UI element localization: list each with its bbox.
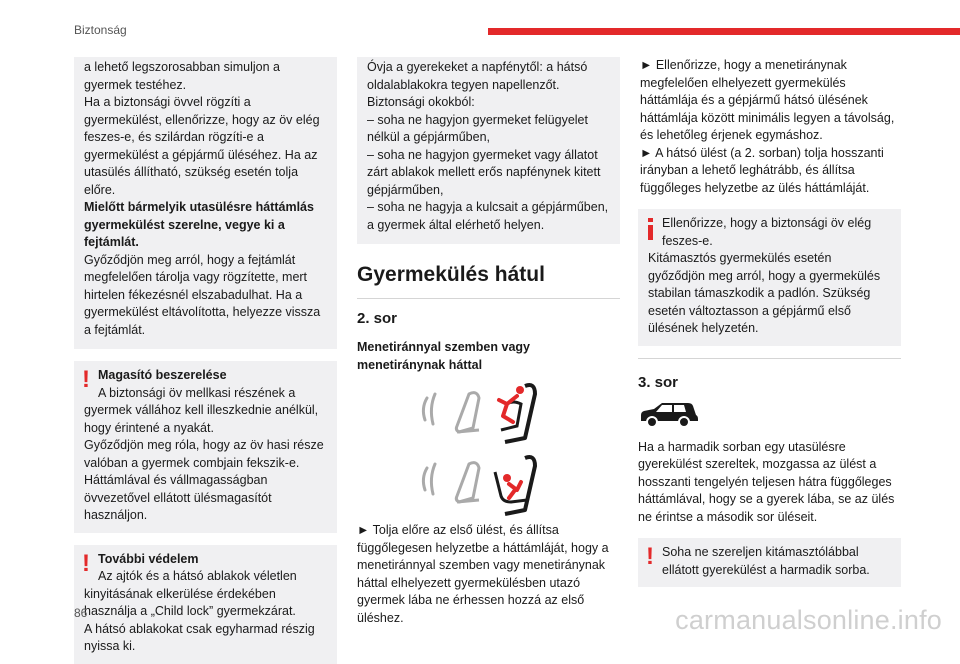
paragraph: Ellenőrizze, hogy a biztonsági öv elég feszes-e.: [662, 216, 872, 248]
subtitle: Menetiránnyal szemben vagy menetiránynak háttal: [357, 340, 530, 372]
warning-title: Magasító beszerelése: [98, 368, 227, 382]
paragraph: – soha ne hagyjon gyermeket vagy állatot zárt ablakok mellett erős napfénynek kitett gépjárműben,: [367, 147, 601, 197]
instruction-paragraph: ► A hátsó ülést (a 2. sorban) tolja hosszanti irányban a lehető leghátrább, és állítsa függőleges helyzetbe az ülés háttámláját.: [640, 145, 884, 195]
header-accent-bar: [488, 28, 960, 35]
warning-box-protection: [74, 545, 337, 664]
warning-exclamation-icon: !: [82, 366, 90, 393]
section-title: Gyermekülés hátul: [357, 263, 545, 286]
paragraph: A hátsó ablakokat csak egyharmad részig nyissa ki.: [84, 621, 315, 653]
paragraph: a lehető legszorosabban simuljon a gyermek testéhez.: [84, 60, 280, 92]
divider: [638, 358, 901, 359]
forward-facing-seat-icon: [423, 385, 535, 442]
paragraph: Biztonsági okokból:: [367, 95, 475, 109]
column-3: [638, 57, 901, 587]
bold-paragraph: Mielőtt bármelyik utasülésre háttámlás gyermekülést szerelne, vegye ki a fejtámlát.: [84, 200, 314, 249]
paragraph: Ha a biztonsági övvel rögzíti a gyermekülést, ellenőrizze, hogy az öv elég feszes-e, és szilárdan rögzíti-e a gyermekülést a gépjármű üléséhez. Ha az utasülés állítható, szükség esetén tolja előre.: [84, 95, 320, 197]
warning-box-booster: [74, 361, 337, 533]
child-seat-illustration: [357, 380, 620, 520]
divider: [357, 298, 620, 299]
paragraph: Győződjön meg arról, hogy a fejtámlát megfelelően tárolja vagy rögzítette, mert hirtelen fékezésnél elszabadulhat. Ha a gyermekülést eltávolította, helyezze vissza a fejtámlát.: [84, 252, 321, 337]
paragraph: gyermek vállához kell illeszkednie anélkül, hogy érintené a nyakát.: [84, 403, 319, 435]
paragraph: Óvja a gyerekeket a napfénytől: a hátsó oldalablakokra tegyen napellenzőt.: [367, 60, 588, 92]
warning-exclamation-icon: !: [646, 543, 654, 570]
warning-title: További védelem: [98, 551, 199, 566]
paragraph: Az ajtók és a hátsó ablakok véletlen: [98, 569, 297, 583]
watermark: carmanualsonline.info: [675, 605, 942, 635]
rear-facing-seat-icon: [423, 457, 535, 514]
page-number: 86: [74, 606, 88, 620]
instruction-paragraph: ► Tolja előre az első ülést, és állítsa függőlegesen helyzetbe a háttámláját, hogy a menetiránnyal szemben vagy menetiránynak háttal elhelyezett gyermekülésben utazó gyermek lába ne érhessen hozzá az első üléshez.: [357, 523, 609, 625]
info-box: [638, 209, 901, 346]
header-title: Biztonság: [74, 23, 127, 37]
paragraph: Ha a harmadik sorban egy utasülésre gyerekülést szereltek, mozgassa az ülést a hosszanti tengelyén teljesen hátra függőleges háttámlával, hogy se a gyerek lába, se az ülés ne érintse a második sor üléseit.: [638, 439, 895, 524]
row-title: 2. sor: [357, 310, 398, 327]
gray-note-box: [74, 57, 337, 349]
instruction-paragraph: ► Ellenőrizze, hogy a menetiránynak megfelelően elhelyezett gyermekülés háttámlája és a gépjármű hátsó ülésének háttámlája között minimális legyen a távolság, és lehetőleg érjenek egymáshoz.: [640, 58, 895, 142]
warning-exclamation-icon: !: [82, 549, 90, 577]
paragraph: Kitámasztós gyermekülés esetén győződjön meg arról, hogy a gyermekülés stabilan támaszkodik a padlón. Szükség esetén változtasson a gépjármű első ülésének helyzetén.: [648, 251, 881, 335]
paragraph: Soha ne szereljen kitámasztólábbal ellátott gyerekülést a harmadik sorba.: [662, 545, 870, 577]
paragraph: kinyitásának elkerülése érdekében használja a „Child lock” gyermekzárat.: [84, 586, 296, 618]
row-title: 3. sor: [638, 373, 679, 391]
paragraph: Háttámlával és vállmagasságban övvezetővel ellátott ülésmagasítót használjon.: [84, 473, 272, 522]
paragraph: – soha ne hagyja a kulcsait a gépjárműben, a gyermek által elérhető helyen.: [367, 200, 609, 232]
paragraph: A biztonsági öv mellkasi részének a: [98, 385, 296, 400]
paragraph: – soha ne hagyjon gyermeket felügyelet nélkül a gépjárműben,: [367, 112, 588, 144]
warning-box-third-row: [638, 538, 901, 587]
column-2: [357, 57, 620, 627]
info-icon: [648, 218, 653, 240]
column-1: [74, 57, 337, 664]
gray-note-box: [357, 57, 620, 244]
paragraph: Győződjön meg róla, hogy az öv hasi része valóban a gyermek combjain fekszik-e.: [84, 438, 324, 470]
car-icon: [638, 401, 698, 431]
